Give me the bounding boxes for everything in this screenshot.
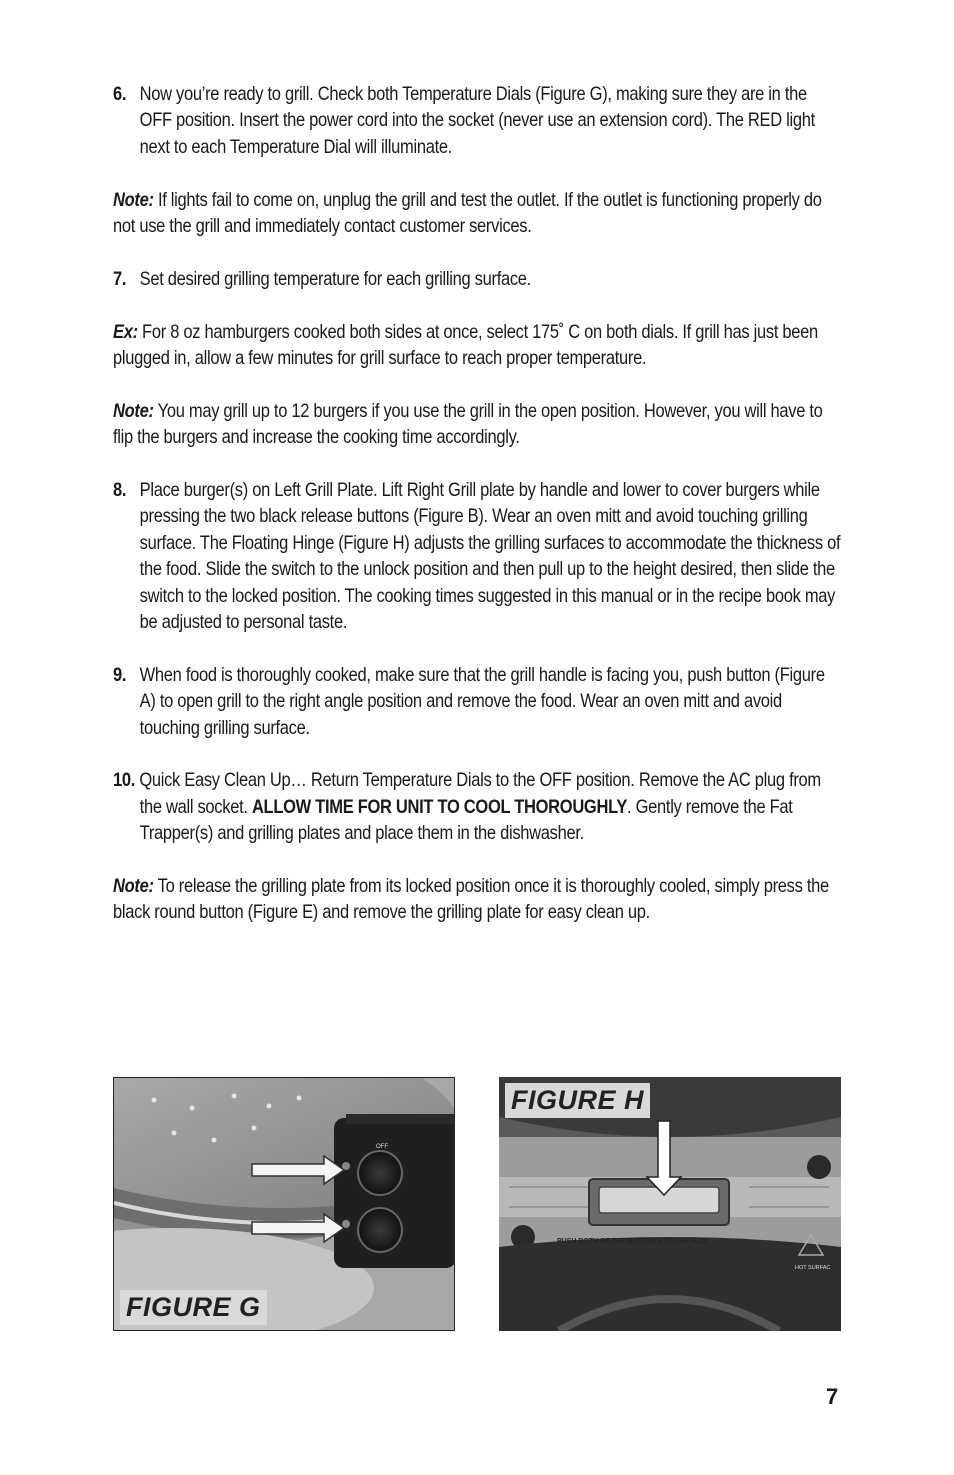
note-label: Note: [113, 400, 154, 422]
step-text: When food is thoroughly cooked, make sure that the grill handle is facing you, push button (Figure A) to open grill to the right angle position and remove the food. Wear an oven mitt and avoid touching grilling surface. [139, 664, 825, 739]
step-8 [113, 478, 843, 636]
note-burgers [113, 399, 843, 452]
step-text: Set desired grilling temperature for each grilling surface. [139, 268, 531, 290]
example-hamburgers [113, 320, 843, 373]
figure-h-warning: HOT SURFAC [795, 1265, 831, 1271]
step-number: 9. [113, 664, 127, 686]
step-number: 7. [113, 268, 127, 290]
step-number: 10. [113, 770, 136, 792]
example-text: For 8 oz hamburgers cooked both sides at once, select 175˚ C on both dials. If grill has just been plugged in, allow a few minutes for grill surface to reach proper temperature. [113, 321, 818, 370]
figure-h-caption: PUSH BOTH OF THE BUTTONS TO LAY FLAT [557, 1238, 708, 1245]
note-label: Note: [113, 876, 154, 898]
step-7 [113, 267, 843, 293]
step-9 [113, 663, 843, 742]
note-label: Note: [113, 189, 154, 211]
step-number: 6. [113, 84, 127, 105]
step-text: Now you’re ready to grill. Check both Temperature Dials (Figure G), making sure they are in the OFF position. Insert the power cord into the socket (never use an extension cord). The RED light next to each Temperature Dial will illuminate. [139, 84, 815, 158]
step-10 [113, 768, 843, 847]
step-text: Place burger(s) on Left Grill Plate. Lift Right Grill plate by handle and lower to cover burgers while pressing the two black release buttons (Figure B). Wear an oven mitt and avoid touching grilling surface. The Floating Hinge (Figure H) adjusts the grilling surfaces to accommodate the thickness of the food. Slide the switch to the unlock position and then pull up to the height desired, then slide the switch to the locked position. The cooking times suggested in this manual or in the recipe book may be adjusted to personal taste. [139, 480, 841, 634]
step-warning: ALLOW TIME FOR UNIT TO COOL THOROUGHLY [251, 796, 628, 818]
note-release-plate [113, 874, 843, 927]
figure-g [113, 1077, 455, 1331]
note-text: You may grill up to 12 burgers if you use the grill in the open position. However, you will have to flip the burgers and increase the cooking time accordingly. [113, 400, 823, 449]
step-6 [113, 82, 843, 161]
note-text: To release the grilling plate from its locked position once it is thoroughly cooled, simply press the black round button (Figure E) and remove the grilling plate for easy clean up. [113, 876, 829, 924]
dial-off-text: OFF [376, 1144, 388, 1150]
example-label: Ex: [113, 321, 138, 343]
step-text: Quick Easy Clean Up… Return Temperature Dials to the OFF position. Remove the AC plug from the wall socket. [135, 770, 821, 818]
step-text-end: . Gently remove the Fat Trapper(s) and grilling plates and place them in the dishwasher. [139, 796, 793, 845]
note-text: If lights fail to come on, unplug the grill and test the outlet. If the outlet is functioning properly do not use the grill and immediately contact customer services. [113, 189, 822, 238]
figure-h [499, 1077, 841, 1331]
step-number: 8. [113, 480, 127, 502]
instructions-body [113, 82, 843, 953]
figure-g-label: FIGURE G [120, 1290, 267, 1325]
figure-h-label: FIGURE H [505, 1083, 650, 1118]
note-lights [113, 188, 843, 241]
page-number: 7 [826, 1384, 839, 1409]
